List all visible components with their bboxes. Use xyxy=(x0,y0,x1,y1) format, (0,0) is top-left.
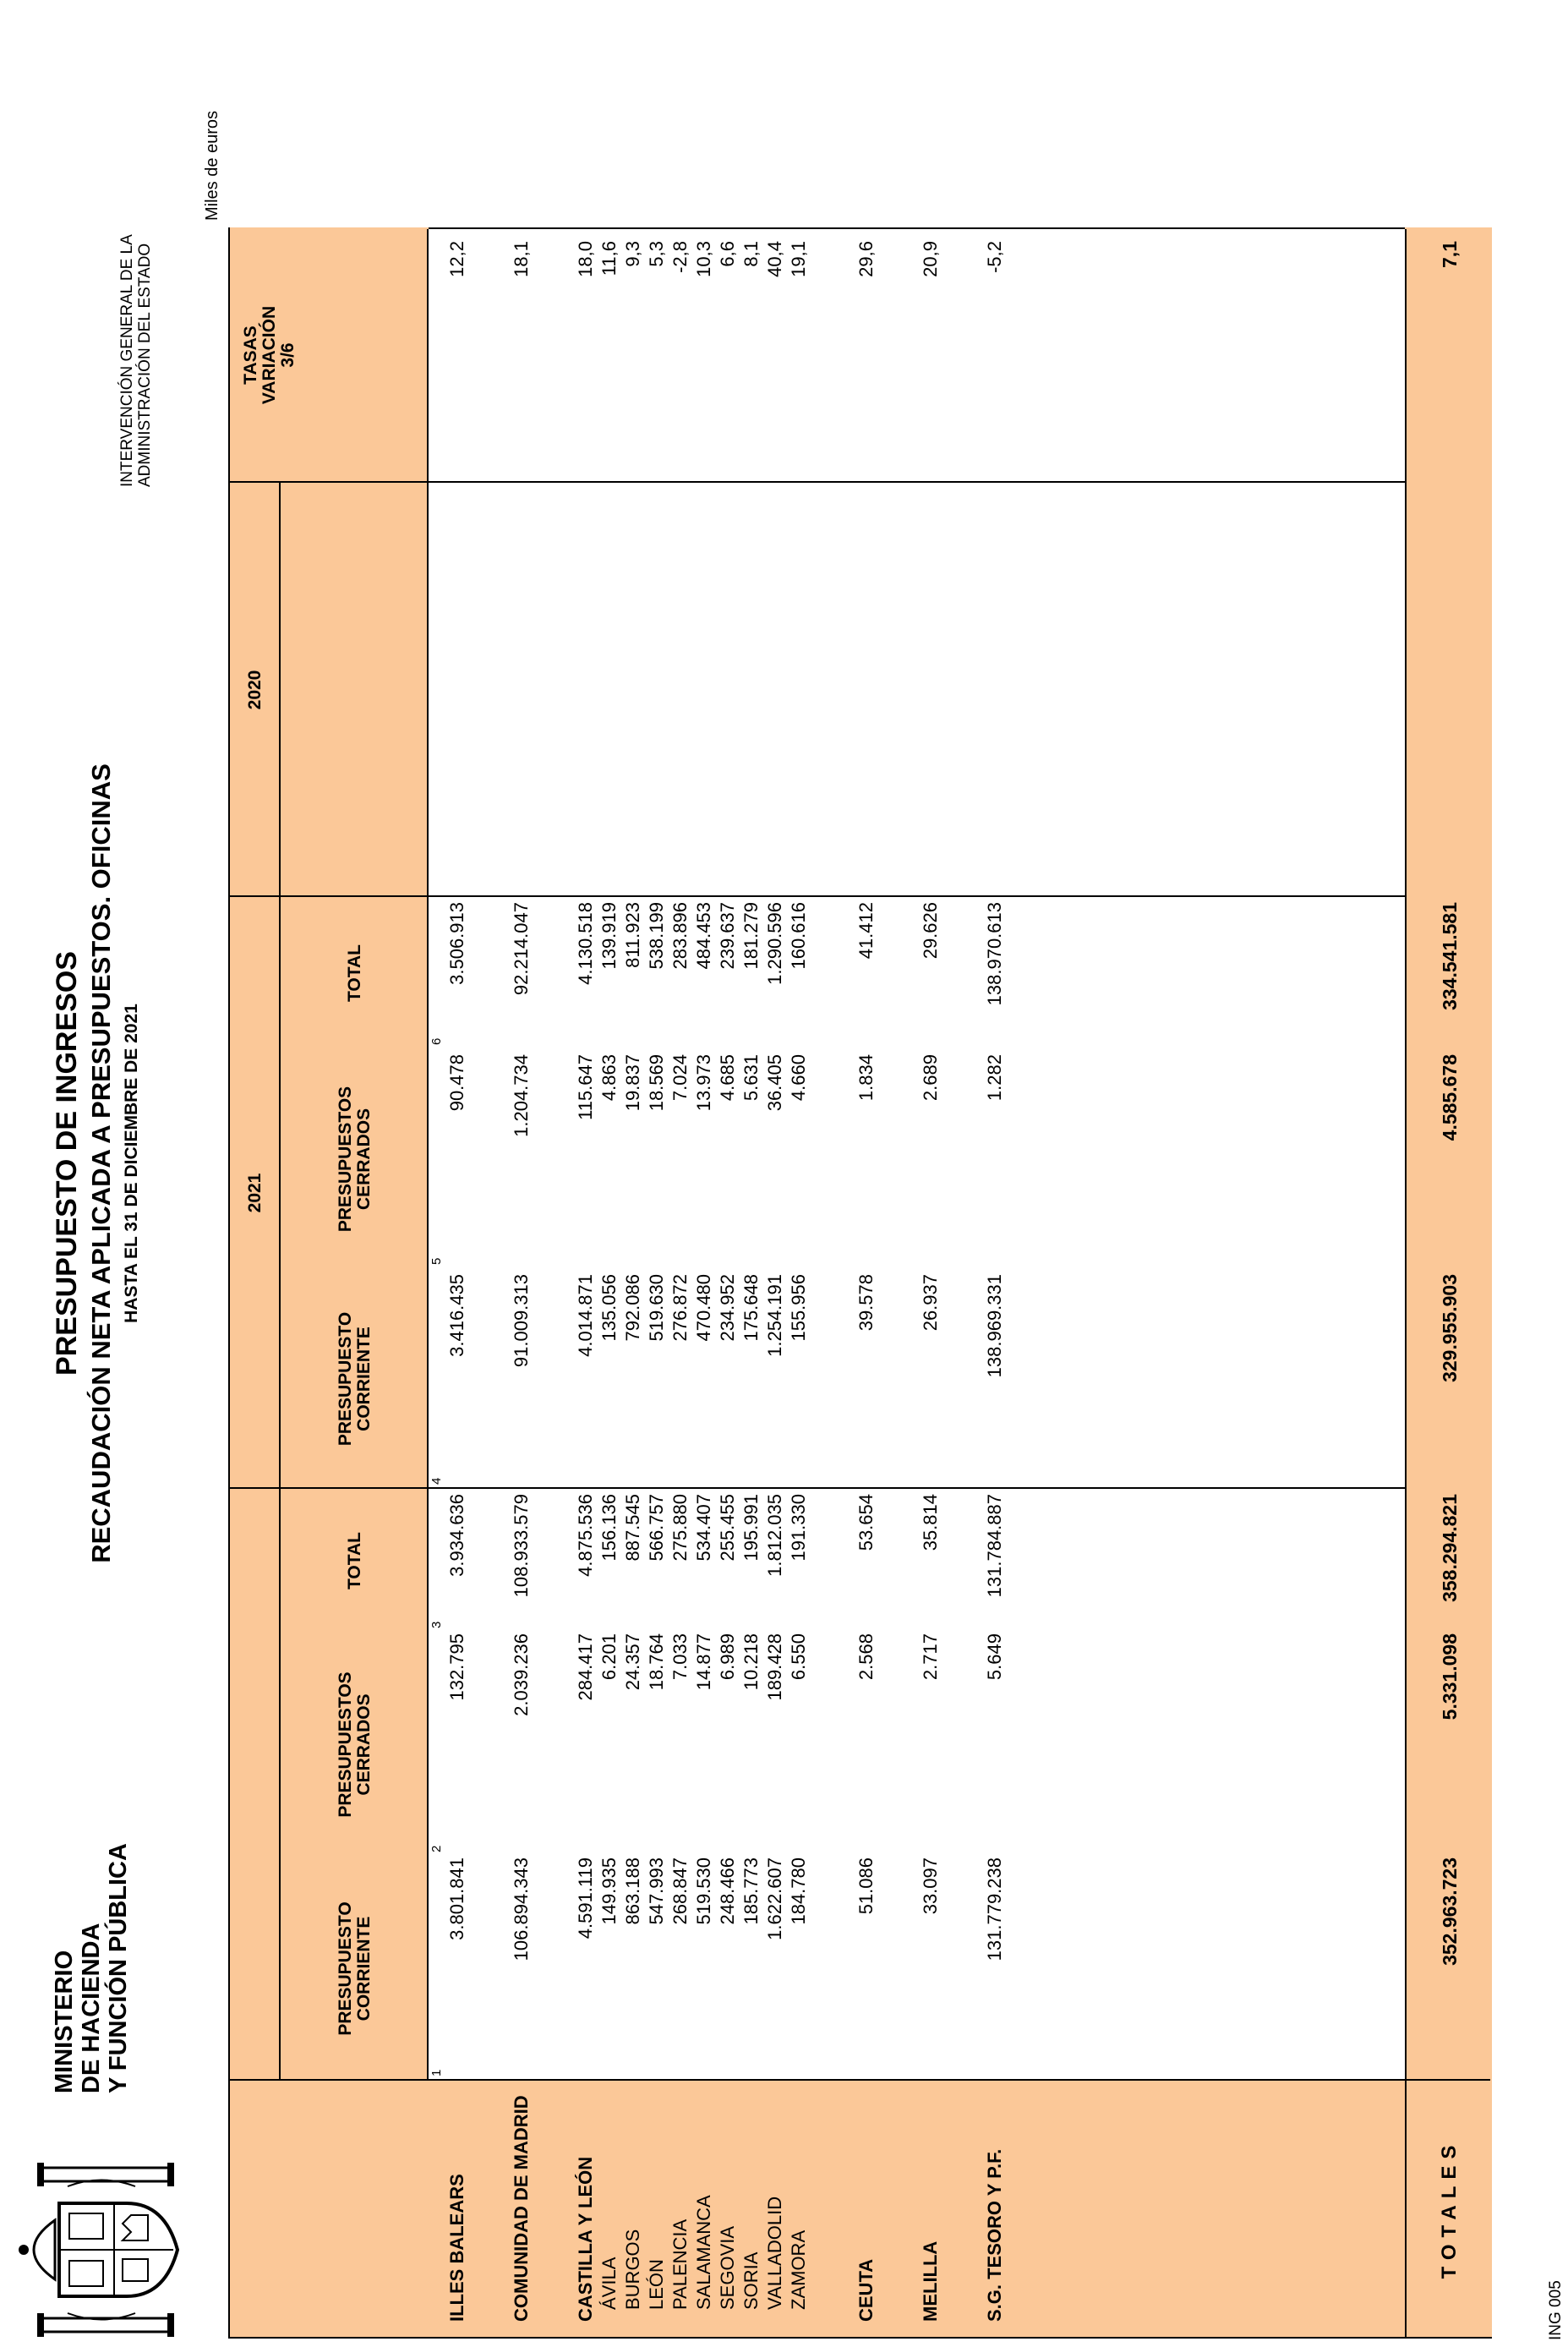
cell-2021-cerrados: 10.218 xyxy=(740,1633,762,1691)
col-header-tasas xyxy=(242,227,298,483)
cell-tasa: 19,1 xyxy=(788,241,809,277)
cell-tasa: 20,9 xyxy=(920,241,941,277)
col-header-line: PRESUPUESTOS xyxy=(336,1086,355,1233)
cell-2020-total: 92.214.047 xyxy=(511,902,532,996)
totals-row xyxy=(1407,226,1492,2337)
col-header-2020-cerrados xyxy=(336,1049,374,1269)
cell-2020-total: 484.453 xyxy=(693,902,714,970)
column-number: 2 xyxy=(429,1845,444,1852)
cell-2021-total: 53.654 xyxy=(855,1494,877,1551)
cell-2020-corriente: 175.648 xyxy=(740,1274,762,1342)
cell-tasa: 11,6 xyxy=(598,241,620,276)
row-label: CASTILLA Y LEÓN xyxy=(575,2156,596,2322)
cell-2020-total: 538.199 xyxy=(646,902,667,970)
table-row-castilla-y-leon xyxy=(574,226,598,2337)
table-row-melilla xyxy=(919,226,942,2337)
divider-v xyxy=(230,1487,1405,1489)
cell-2020-cerrados: 4.660 xyxy=(788,1054,809,1102)
col-header-line: PRESUPUESTO xyxy=(336,1311,355,1447)
report-period: HASTA EL 31 DE DICIEMBRE DE 2021 xyxy=(122,1004,141,1323)
row-label: ILLES BALEARS xyxy=(446,2174,467,2322)
row-label: VALLADOLID xyxy=(764,2196,785,2310)
col-header-2020-total: TOTAL xyxy=(345,944,364,1003)
cell-2021-total: 108.933.579 xyxy=(511,1494,532,1598)
cell-2021-cerrados: 189.428 xyxy=(764,1633,785,1701)
cell-2020-total: 811.923 xyxy=(622,902,643,968)
cell-2020-corriente: 138.969.331 xyxy=(984,1274,1005,1378)
cell-2020-cerrados: 13.973 xyxy=(693,1054,714,1112)
table-row-salamanca xyxy=(692,226,716,2337)
table-row-zamora xyxy=(787,226,811,2337)
total-tasa: 7,1 xyxy=(1439,241,1461,268)
report-subtitle: RECAUDACIÓN NETA APLICADA A PRESUPUESTOS. OFICINAS xyxy=(86,763,116,1563)
cell-2020-corriente: 792.086 xyxy=(622,1274,643,1342)
row-label: SALAMANCA xyxy=(693,2195,714,2310)
cell-2020-cerrados: 36.405 xyxy=(764,1054,785,1112)
cell-2021-cerrados: 18.764 xyxy=(646,1633,667,1691)
cell-2021-total: 35.814 xyxy=(920,1494,941,1551)
col-header-line: PRESUPUESTO xyxy=(336,1901,355,2036)
row-label: COMUNIDAD DE MADRID xyxy=(511,2095,532,2322)
igae-line-1: INTERVENCIÓN GENERAL DE LA xyxy=(118,234,136,487)
row-label: MELILLA xyxy=(920,2240,941,2322)
divider-h xyxy=(427,229,429,2081)
cell-2021-cerrados: 24.357 xyxy=(622,1633,643,1691)
cell-2020-corriente: 1.254.191 xyxy=(764,1274,785,1357)
cell-2021-corriente: 248.466 xyxy=(717,1857,738,1925)
cell-2020-corriente: 39.578 xyxy=(855,1274,877,1332)
table-row-comunidad-de-madrid xyxy=(510,226,533,2337)
total-2021-cerrados: 5.331.098 xyxy=(1439,1633,1461,1721)
total-2020-corriente: 329.955.903 xyxy=(1439,1274,1461,1382)
year-header-2021: 2021 xyxy=(245,1173,265,1213)
cell-2021-cerrados: 14.877 xyxy=(693,1633,714,1691)
cell-2021-corriente: 106.894.343 xyxy=(511,1857,532,1961)
cell-2021-total: 191.330 xyxy=(788,1494,809,1562)
row-label: SORIA xyxy=(740,2251,762,2310)
cell-2020-total: 41.412 xyxy=(855,902,877,960)
cell-2021-total: 1.812.035 xyxy=(764,1494,785,1577)
cell-tasa: 9,3 xyxy=(622,241,643,267)
cell-2021-cerrados: 5.649 xyxy=(984,1633,1005,1681)
cell-2021-total: 255.455 xyxy=(717,1494,738,1562)
cell-tasa: 8,1 xyxy=(740,241,762,267)
cell-2020-total: 139.919 xyxy=(598,902,620,970)
cell-tasa: -2,8 xyxy=(669,241,691,273)
cell-2021-corriente: 131.779.238 xyxy=(984,1857,1005,1961)
igae-line-2: ADMINISTRACIÓN DEL ESTADO xyxy=(136,243,154,487)
table-row-leon xyxy=(645,226,669,2337)
cell-2020-total: 160.616 xyxy=(788,902,809,970)
row-label: ÁVILA xyxy=(598,2257,620,2310)
column-number: 4 xyxy=(429,1477,444,1485)
cell-2021-cerrados: 284.417 xyxy=(575,1633,596,1701)
row-label: SEGOVIA xyxy=(717,2225,738,2310)
cell-2021-cerrados: 2.039.236 xyxy=(511,1633,532,1716)
cell-2021-corriente: 184.780 xyxy=(788,1857,809,1925)
cell-tasa: 12,2 xyxy=(446,241,467,277)
cell-2021-cerrados: 6.201 xyxy=(598,1633,620,1681)
table-row-burgos xyxy=(621,226,645,2337)
cell-2020-corriente: 3.416.435 xyxy=(446,1274,467,1357)
table-row-ceuta xyxy=(855,226,878,2337)
cell-2020-total: 138.970.613 xyxy=(984,902,1005,1006)
row-label: CEUTA xyxy=(855,2258,877,2322)
cell-2021-total: 566.757 xyxy=(646,1494,667,1562)
cell-2020-cerrados: 4.863 xyxy=(598,1054,620,1102)
total-2020-cerrados: 4.585.678 xyxy=(1439,1054,1461,1141)
col-header-2021-cerrados xyxy=(336,1633,374,1857)
cell-2021-corriente: 1.622.607 xyxy=(764,1857,785,1940)
cell-2020-total: 1.290.596 xyxy=(764,902,785,985)
cell-2021-total: 275.880 xyxy=(669,1494,691,1562)
col-header-2020-corriente xyxy=(336,1269,374,1489)
col-header-line: TASAS xyxy=(241,326,260,385)
table-row-illes-balears xyxy=(445,226,469,2337)
total-2021-total: 358.294.821 xyxy=(1439,1494,1461,1602)
cell-2020-corriente: 4.014.871 xyxy=(575,1274,596,1357)
column-number: 5 xyxy=(429,1257,444,1265)
cell-tasa: -5,2 xyxy=(984,241,1005,273)
cell-2020-total: 4.130.518 xyxy=(575,902,596,985)
cell-2021-total: 534.407 xyxy=(693,1494,714,1562)
cell-2020-total: 3.506.913 xyxy=(446,902,467,985)
ministry-line-1: MINISTERIO xyxy=(51,1950,78,2093)
cell-2020-cerrados: 1.834 xyxy=(855,1054,877,1102)
col-header-line: 3/6 xyxy=(278,342,298,368)
column-number: 6 xyxy=(429,1037,444,1045)
cell-tasa: 40,4 xyxy=(764,241,785,277)
cell-2021-cerrados: 7.033 xyxy=(669,1633,691,1681)
cell-2020-corriente: 519.630 xyxy=(646,1274,667,1342)
cell-2021-cerrados: 2.717 xyxy=(920,1633,941,1681)
table-row-palencia xyxy=(669,226,692,2337)
cell-2020-total: 239.637 xyxy=(717,902,738,970)
ministry-line-3: Y FUNCIÓN PÚBLICA xyxy=(105,1843,132,2093)
cell-tasa: 29,6 xyxy=(855,241,877,277)
row-label: BURGOS xyxy=(622,2229,643,2310)
cell-tasa: 18,0 xyxy=(575,241,596,277)
col-header-2021-corriente xyxy=(336,1857,374,2081)
table-row-avila xyxy=(598,226,621,2337)
cell-2020-cerrados: 1.282 xyxy=(984,1054,1005,1102)
cell-2021-corriente: 519.530 xyxy=(693,1857,714,1925)
cell-2021-corriente: 51.086 xyxy=(855,1857,877,1915)
cell-2021-corriente: 268.847 xyxy=(669,1857,691,1925)
cell-2021-total: 156.136 xyxy=(598,1494,620,1562)
ministry-line-2: DE HACIENDA xyxy=(78,1923,105,2093)
col-header-line: CERRADOS xyxy=(354,1108,374,1211)
row-label: PALENCIA xyxy=(669,2218,691,2310)
cell-2020-corriente: 155.956 xyxy=(788,1274,809,1342)
cell-2021-cerrados: 132.795 xyxy=(446,1633,467,1701)
column-number: 1 xyxy=(429,2069,444,2076)
cell-2021-corriente: 863.188 xyxy=(622,1857,643,1925)
revenue-table xyxy=(228,227,1492,2339)
divider-v xyxy=(230,481,1405,483)
cell-2021-cerrados: 2.568 xyxy=(855,1633,877,1681)
cell-2020-cerrados: 19.837 xyxy=(622,1054,643,1112)
cell-2020-cerrados: 7.024 xyxy=(669,1054,691,1102)
cell-tasa: 6,6 xyxy=(717,241,738,267)
cell-2021-total: 887.545 xyxy=(622,1494,643,1562)
cell-2020-corriente: 234.952 xyxy=(717,1274,738,1342)
col-header-line: PRESUPUESTOS xyxy=(336,1671,355,1818)
cell-2020-corriente: 26.937 xyxy=(920,1274,941,1332)
cell-2020-total: 181.279 xyxy=(740,902,762,970)
row-label: S.G. TESORO Y P.F. xyxy=(984,2148,1005,2322)
cell-2020-corriente: 91.009.313 xyxy=(511,1274,532,1368)
year-header-2020: 2020 xyxy=(245,670,265,710)
col-header-2021-total: TOTAL xyxy=(345,1531,364,1590)
row-label: ZAMORA xyxy=(788,2229,809,2310)
form-code: ING 005 xyxy=(1547,2280,1565,2340)
igae-label xyxy=(118,234,154,487)
cell-2021-cerrados: 6.550 xyxy=(788,1633,809,1681)
cell-tasa: 5,3 xyxy=(646,241,667,267)
cell-2021-total: 131.784.887 xyxy=(984,1494,1005,1598)
table-row-soria xyxy=(740,226,763,2337)
cell-2021-corriente: 149.935 xyxy=(598,1857,620,1925)
cell-2021-cerrados: 6.989 xyxy=(717,1633,738,1681)
cell-2020-cerrados: 18.569 xyxy=(646,1054,667,1112)
cell-2020-cerrados: 90.478 xyxy=(446,1054,467,1112)
cell-2021-corriente: 4.591.119 xyxy=(575,1857,596,1939)
row-label: LEÓN xyxy=(646,2259,667,2310)
total-2020-total: 334.541.581 xyxy=(1439,902,1461,1010)
col-header-line: CERRADOS xyxy=(354,1693,374,1796)
cell-2020-cerrados: 4.685 xyxy=(717,1054,738,1102)
cell-2020-total: 29.626 xyxy=(920,902,941,960)
cell-2021-total: 195.991 xyxy=(740,1494,762,1562)
cell-2020-corriente: 135.056 xyxy=(598,1274,620,1342)
cell-tasa: 18,1 xyxy=(511,241,532,277)
cell-2021-total: 4.875.536 xyxy=(575,1494,596,1577)
col-header-line: VARIACIÓN xyxy=(260,305,279,405)
col-header-line: CORRIENTE xyxy=(354,1916,374,2021)
cell-2021-corriente: 33.097 xyxy=(920,1857,941,1915)
cell-2020-cerrados: 2.689 xyxy=(920,1054,941,1102)
cell-2021-corriente: 185.773 xyxy=(740,1857,762,1925)
cell-2020-cerrados: 5.631 xyxy=(740,1054,762,1102)
cell-tasa: 10,3 xyxy=(693,241,714,277)
table-row-segovia xyxy=(716,226,740,2337)
cell-2020-cerrados: 1.204.734 xyxy=(511,1054,532,1137)
report-title: PRESUPUESTO DE INGRESOS xyxy=(51,951,83,1376)
ministry-name xyxy=(51,1843,132,2093)
cell-2021-corriente: 547.993 xyxy=(646,1857,667,1925)
divider-h xyxy=(279,483,281,2081)
coat-of-arms-logo xyxy=(8,2153,194,2347)
cell-2020-corriente: 276.872 xyxy=(669,1274,691,1342)
cell-2021-total: 3.934.636 xyxy=(446,1494,467,1577)
column-number: 3 xyxy=(429,1621,444,1628)
divider-v xyxy=(230,895,1405,897)
totals-label: TOTALES xyxy=(1438,2138,1461,2279)
units-label: Miles de euros xyxy=(203,110,221,221)
cell-2020-cerrados: 115.647 xyxy=(575,1054,596,1120)
table-row-valladolid xyxy=(763,226,787,2337)
col-header-line: CORRIENTE xyxy=(354,1327,374,1431)
cell-2020-corriente: 470.480 xyxy=(693,1274,714,1342)
table-row-sg-tesoro xyxy=(983,226,1007,2337)
total-2021-corriente: 352.963.723 xyxy=(1439,1857,1461,1966)
cell-2020-total: 283.896 xyxy=(669,902,691,970)
row-header-cell xyxy=(230,2081,1405,2337)
cell-2021-corriente: 3.801.841 xyxy=(446,1857,467,1940)
